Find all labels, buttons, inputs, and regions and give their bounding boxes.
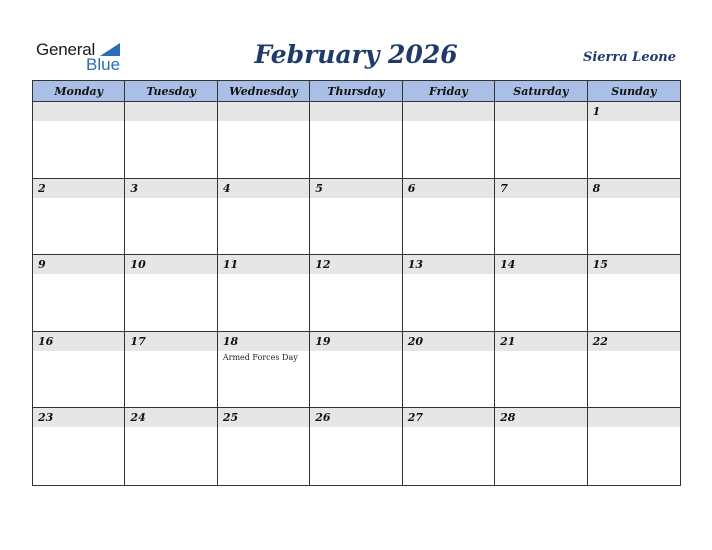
day-cell — [218, 255, 310, 332]
page-title: February 2026 — [254, 40, 458, 69]
day-cell — [125, 179, 217, 256]
day-number-bar — [403, 102, 494, 121]
day-number: 27 — [407, 411, 424, 425]
day-number-bar — [495, 179, 586, 198]
day-number: 9 — [38, 258, 46, 272]
day-number-bar — [495, 408, 586, 427]
day-cell — [310, 255, 402, 332]
day-number-bar — [218, 255, 309, 274]
day-number-bar — [588, 408, 680, 427]
day-number: 21 — [500, 334, 516, 348]
day-number-bar — [403, 408, 494, 427]
day-number-bar — [403, 255, 494, 274]
day-cell — [588, 179, 680, 256]
day-number-bar — [310, 255, 401, 274]
day-number-bar — [588, 102, 680, 121]
day-cell — [218, 332, 310, 409]
day-number: 12 — [315, 258, 331, 272]
day-number-bar — [495, 102, 586, 121]
logo-blue-text: Blue — [86, 55, 121, 74]
logo-general-text: General — [36, 40, 96, 59]
day-number-bar — [33, 255, 124, 274]
day-number: 17 — [130, 334, 146, 348]
day-number: 3 — [130, 181, 139, 195]
day-number: 15 — [592, 258, 608, 272]
day-number: 28 — [500, 411, 516, 425]
day-number-bar — [125, 179, 216, 198]
day-cell — [495, 332, 587, 409]
day-number-bar — [125, 332, 216, 351]
country-label: Sierra Leone — [582, 50, 676, 65]
day-number-bar — [218, 332, 309, 351]
day-number: 20 — [407, 334, 424, 348]
day-cell — [588, 255, 680, 332]
day-number-bar — [495, 332, 586, 351]
weekday-header: Wednesday — [218, 81, 310, 102]
day-number: 16 — [38, 334, 54, 348]
weekday-header: Sunday — [588, 81, 680, 102]
day-cell — [33, 179, 125, 256]
day-number-bar — [588, 332, 680, 351]
day-cell — [125, 255, 217, 332]
weekday-header: Monday — [33, 81, 125, 102]
day-cell — [495, 102, 587, 179]
day-cell — [310, 408, 402, 485]
calendar-grid — [32, 80, 681, 486]
day-number-bar — [218, 102, 309, 121]
day-cell — [495, 255, 587, 332]
day-number: 4 — [222, 181, 231, 195]
day-number: 22 — [592, 334, 608, 348]
day-number-bar — [588, 179, 680, 198]
day-number: 18 — [222, 334, 239, 348]
day-number: 2 — [38, 181, 46, 195]
day-number: 7 — [500, 181, 508, 195]
day-number: 6 — [407, 181, 416, 195]
day-number: 8 — [592, 181, 601, 195]
day-number: 26 — [315, 411, 331, 425]
day-number: 19 — [315, 334, 331, 348]
day-number-bar — [218, 408, 309, 427]
day-cell — [33, 408, 125, 485]
day-number-bar — [310, 179, 401, 198]
day-cell — [218, 102, 310, 179]
day-cell — [310, 332, 402, 409]
day-number-bar — [125, 255, 216, 274]
day-number-bar — [588, 255, 680, 274]
day-number-bar — [125, 102, 216, 121]
day-cell — [310, 102, 402, 179]
weekday-header: Saturday — [495, 81, 587, 102]
day-number-bar — [33, 179, 124, 198]
day-cell — [588, 102, 680, 179]
weekday-header: Thursday — [310, 81, 402, 102]
day-cell — [218, 179, 310, 256]
day-number-bar — [33, 332, 124, 351]
day-number-bar — [310, 332, 401, 351]
day-number-bar — [310, 102, 401, 121]
day-cell — [125, 102, 217, 179]
day-number: 25 — [222, 411, 239, 425]
day-number: 11 — [222, 258, 239, 272]
day-cell — [125, 332, 217, 409]
day-number-bar — [125, 408, 216, 427]
day-number-bar — [33, 408, 124, 427]
day-number: 14 — [500, 258, 516, 272]
day-cell — [33, 102, 125, 179]
day-cell — [403, 332, 495, 409]
day-cell — [495, 179, 587, 256]
day-cell — [33, 332, 125, 409]
day-number-bar — [218, 179, 309, 198]
day-cell — [125, 408, 217, 485]
day-number: 24 — [130, 411, 146, 425]
day-number: 23 — [38, 411, 54, 425]
day-cell — [403, 408, 495, 485]
day-cell — [403, 102, 495, 179]
day-cell — [495, 408, 587, 485]
holiday-event: Armed Forces Day — [222, 352, 298, 362]
weekday-header: Tuesday — [125, 81, 217, 102]
day-number-bar — [403, 179, 494, 198]
weekday-header: Friday — [403, 81, 495, 102]
day-cell — [403, 255, 495, 332]
day-cell — [588, 408, 680, 485]
day-number: 13 — [407, 258, 424, 272]
day-number-bar — [495, 255, 586, 274]
day-cell — [588, 332, 680, 409]
day-number-bar — [310, 408, 401, 427]
day-number-bar — [33, 102, 124, 121]
day-cell — [403, 179, 495, 256]
day-number: 5 — [315, 181, 323, 195]
day-number: 10 — [130, 258, 146, 272]
day-cell — [218, 408, 310, 485]
day-number: 1 — [592, 105, 601, 118]
day-cell — [33, 255, 125, 332]
day-number-bar — [403, 332, 494, 351]
day-cell — [310, 179, 402, 256]
